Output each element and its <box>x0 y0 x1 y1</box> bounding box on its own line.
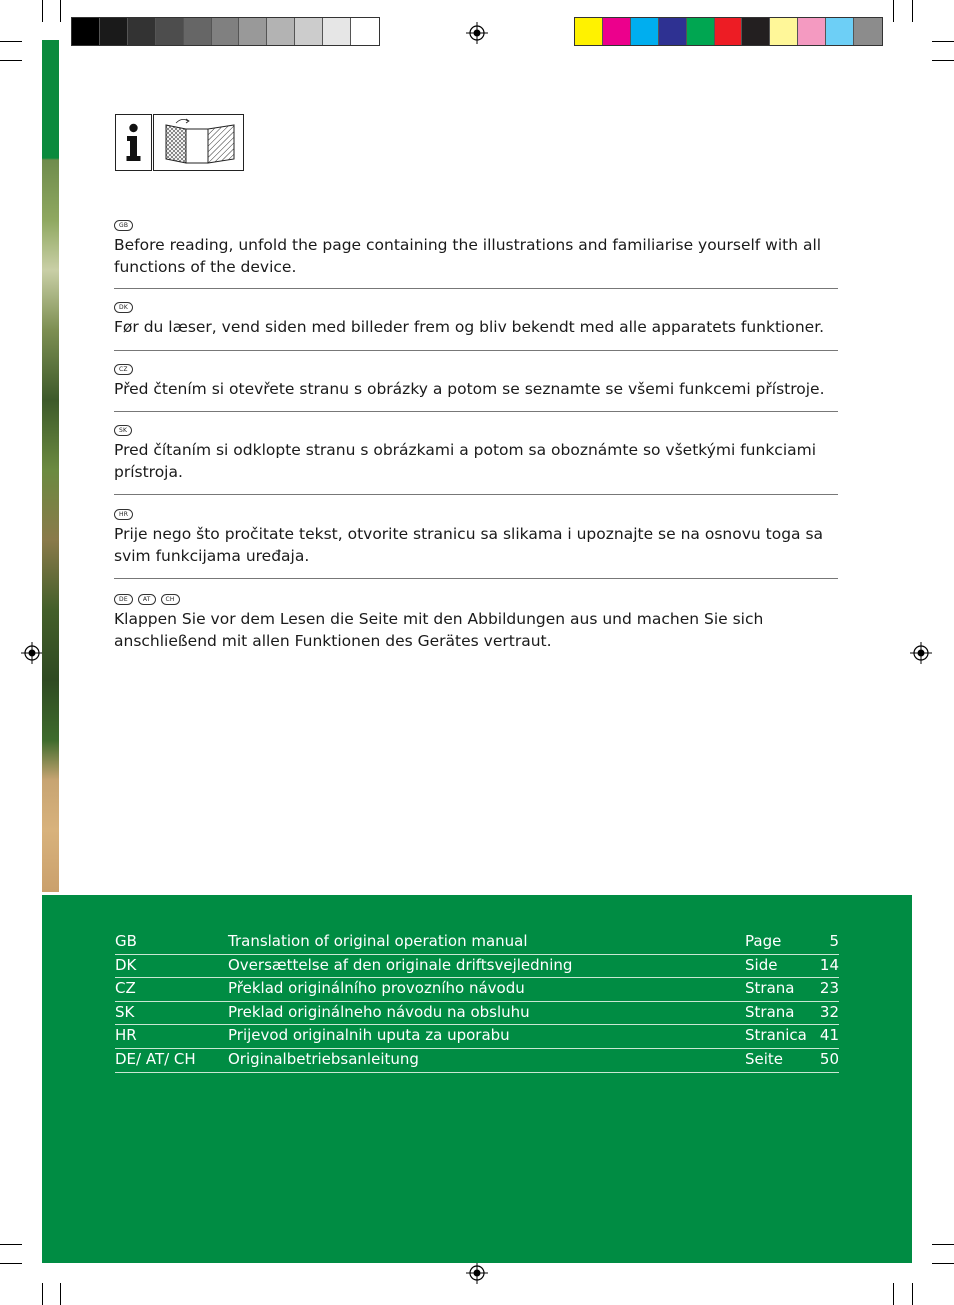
registration-mark-icon <box>466 22 488 44</box>
crop-mark <box>932 41 954 42</box>
color-swatch <box>184 18 212 45</box>
color-swatch <box>72 18 100 45</box>
language-badge: CZ <box>114 364 133 375</box>
registration-mark-icon <box>910 642 932 664</box>
language-badge: AT <box>138 594 156 605</box>
color-swatch <box>742 18 770 45</box>
crop-mark <box>0 1263 22 1264</box>
toc-page-label: Side <box>745 955 778 974</box>
toc-page-label: Stranica <box>745 1026 807 1045</box>
color-swatch <box>239 18 267 45</box>
color-swatch <box>854 18 882 45</box>
crop-mark <box>60 1283 61 1305</box>
cover-photo-strip <box>42 40 59 892</box>
toc-page-label: Strana <box>745 1002 795 1021</box>
color-swatch <box>826 18 854 45</box>
language-note <box>114 351 866 411</box>
crop-mark <box>893 1283 894 1305</box>
registration-mark-icon <box>466 1262 488 1284</box>
crop-mark <box>893 0 894 22</box>
language-badge: DK <box>114 302 133 313</box>
color-swatch <box>100 18 128 45</box>
toc-row[interactable] <box>115 1002 839 1026</box>
color-swatch <box>295 18 323 45</box>
color-swatch <box>212 18 240 45</box>
crop-mark <box>932 60 954 61</box>
language-note-text: Før du læser, vend siden med billeder frem og bliv bekendt med alle apparatets funktioner. <box>114 318 825 336</box>
toc-page-number: 14 <box>819 955 839 974</box>
language-note <box>114 579 866 652</box>
color-swatch <box>156 18 184 45</box>
language-note <box>114 495 866 578</box>
color-swatch <box>659 18 687 45</box>
language-note-text: Klappen Sie vor dem Lesen die Seite mit den Abbildungen aus und machen Sie sich anschließend mit allen Funktionen des Gerätes vertraut. <box>114 610 764 650</box>
toc-language-code: CZ <box>115 979 136 998</box>
toc-page-number: 32 <box>819 1002 839 1021</box>
info-icon <box>115 114 152 171</box>
color-swatch <box>603 18 631 45</box>
toc-row[interactable] <box>115 978 839 1002</box>
toc-title: Překlad originálního provozního návodu <box>228 979 525 998</box>
crop-mark <box>932 1263 954 1264</box>
crop-mark <box>0 60 22 61</box>
grayscale-color-bar <box>71 17 380 46</box>
color-swatch <box>798 18 826 45</box>
crop-mark <box>912 0 913 22</box>
toc-row[interactable] <box>115 1025 839 1049</box>
toc-language-code: DK <box>115 955 137 974</box>
toc-title: Oversættelse af den originale driftsvejledning <box>228 955 573 974</box>
toc-page-number: 5 <box>829 932 839 950</box>
color-swatch <box>687 18 715 45</box>
toc-row[interactable] <box>115 955 839 979</box>
language-note-text: Prije nego što pročitate tekst, otvorite stranicu sa slikama i upoznajte se na osnovu toga sa svim funkcijama uređaja. <box>114 525 824 565</box>
language-note-text: Before reading, unfold the page containing the illustrations and familiarise yourself with all functions of the device. <box>114 236 822 276</box>
color-swatch <box>575 18 603 45</box>
toc-page-label: Strana <box>745 979 795 998</box>
color-swatch <box>351 18 379 45</box>
toc-language-code: HR <box>115 1026 137 1045</box>
toc-page-label: Seite <box>745 1049 784 1068</box>
color-swatch <box>715 18 743 45</box>
language-note <box>114 289 866 350</box>
color-swatch <box>323 18 351 45</box>
language-notes <box>114 220 866 652</box>
color-swatch <box>128 18 156 45</box>
language-badge: GB <box>114 220 133 231</box>
language-note <box>114 220 866 288</box>
toc-panel <box>42 895 912 1263</box>
language-note-text: Před čtením si otevřete stranu s obrázky a potom se seznamte se všemi funkcemi přístroje. <box>114 380 825 398</box>
crop-mark <box>912 1283 913 1305</box>
toc-language-code: SK <box>115 1002 135 1021</box>
toc-page-number: 50 <box>819 1049 839 1068</box>
registration-mark-icon <box>21 642 43 664</box>
language-note <box>114 412 866 494</box>
language-badge: CH <box>161 594 180 605</box>
crop-mark <box>42 1283 43 1305</box>
toc-title: Preklad originálneho návodu na obsluhu <box>228 1002 530 1021</box>
toc-page-label: Page <box>745 932 782 950</box>
language-badge: DE <box>114 594 133 605</box>
language-badge: HR <box>114 509 133 520</box>
unfold-page-icon <box>153 114 244 171</box>
color-swatch <box>631 18 659 45</box>
table-of-contents <box>115 931 839 1073</box>
color-swatch <box>770 18 798 45</box>
crop-mark <box>60 0 61 22</box>
crop-mark <box>932 1244 954 1245</box>
toc-page-number: 41 <box>819 1026 839 1045</box>
toc-language-code: DE/ AT/ CH <box>115 1049 196 1068</box>
crop-mark <box>0 41 22 42</box>
toc-language-code: GB <box>115 932 137 950</box>
cmyk-color-bar <box>574 17 883 46</box>
language-badge: SK <box>114 425 132 436</box>
toc-title: Prijevod originalnih uputa za uporabu <box>228 1026 510 1045</box>
color-swatch <box>267 18 295 45</box>
crop-mark <box>0 1244 22 1245</box>
toc-page-number: 23 <box>819 979 839 998</box>
toc-title: Originalbetriebsanleitung <box>228 1049 419 1068</box>
crop-mark <box>42 0 43 22</box>
language-note-text: Pred čítaním si odklopte stranu s obrázkami a potom sa oboznámte so všetkými funkciami prístroja. <box>114 441 817 481</box>
toc-title: Translation of original operation manual <box>228 932 528 950</box>
toc-row[interactable] <box>115 931 839 955</box>
toc-row[interactable] <box>115 1049 839 1073</box>
